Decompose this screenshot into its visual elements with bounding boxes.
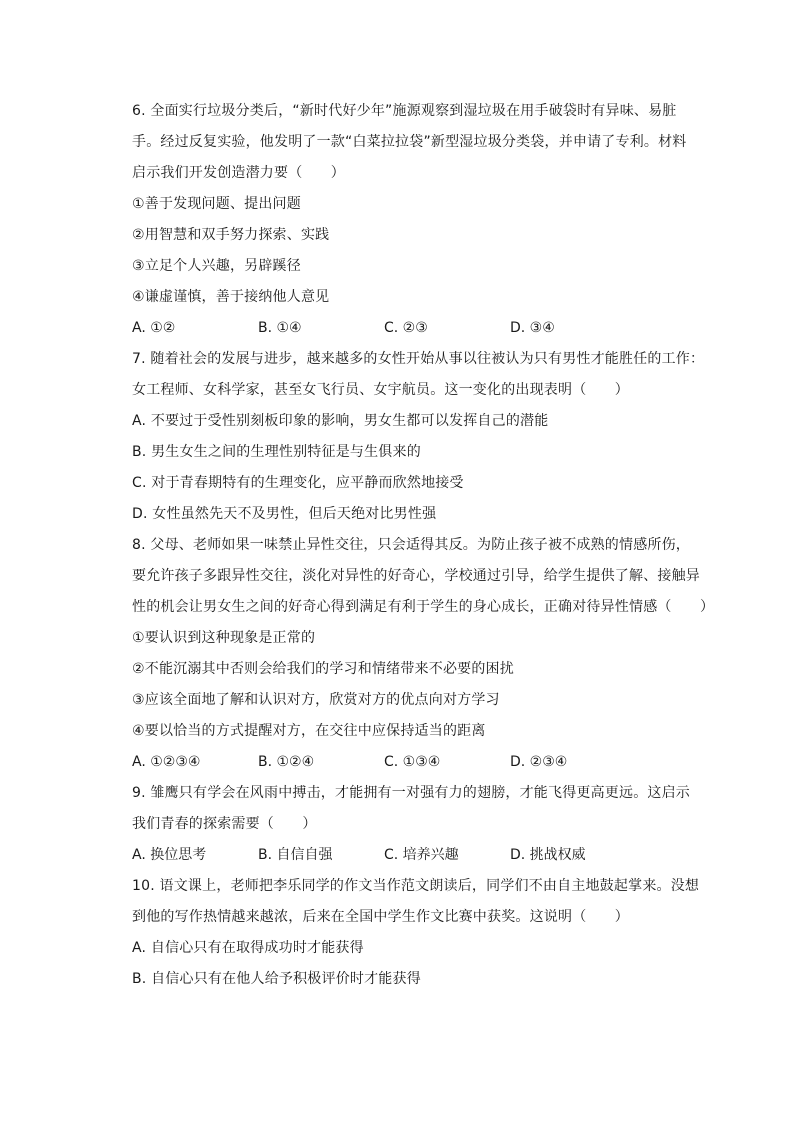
question-stem-line: 到他的写作热情越来越浓，后来在全国中学生作文比赛中获奖。这说明（ ）: [132, 909, 629, 925]
question-stem-line: 6. 全面实行垃圾分类后，“新时代好少年”施源观察到湿垃圾在用手破袋时有异味、易脏: [132, 103, 677, 119]
option-a: A. 自信心只有在取得成功时才能获得: [132, 940, 364, 956]
statement-item: ③立足个人兴趣，另辟蹊径: [132, 258, 301, 274]
question-stem-line: 7. 随着社会的发展与进步，越来越多的女性开始从事以往被认为只有男性才能胜任的工作：: [132, 351, 705, 367]
option-d: D. 挑战权威: [510, 847, 586, 863]
question-stem-line: 9. 雏鹰只有学会在风雨中搏击，才能拥有一对强有力的翅膀，才能飞得更高更远。这启示: [132, 785, 691, 801]
option-b: B. 自信自强: [258, 847, 333, 863]
question-stem-line: 启示我们开发创造潜力要（ ）: [132, 165, 345, 181]
question-9: [132, 778, 692, 871]
option-a: A. 不要过于受性别刻板印象的影响，男女生都可以发挥自己的潜能: [132, 413, 549, 429]
question-stem-line: 我们青春的探索需要（ ）: [132, 816, 317, 832]
option-c: C. 对于青春期特有的生理变化，应平静而欣然地接受: [132, 475, 464, 491]
question-stem-line: 要允许孩子多跟异性交往，淡化对异性的好奇心，学校通过引导，给学生提供了解、接触异: [132, 568, 700, 584]
answer-options: [132, 747, 692, 778]
option-c: C. 培养兴趣: [384, 847, 459, 863]
option-b: B. 自信心只有在他人给予积极评价时才能获得: [132, 971, 421, 987]
option-a: A. ①②③④: [132, 754, 201, 770]
statement-item: ①善于发现问题、提出问题: [132, 196, 301, 212]
option-a: A. ①②: [132, 320, 176, 336]
answer-options: [132, 840, 692, 871]
option-b: B. ①②④: [258, 754, 315, 770]
question-stem-line: 手。经过反复实验，他发明了一款“白菜拉拉袋”新型湿垃圾分类袋，并申请了专利。材料: [132, 134, 687, 150]
exam-page: [132, 96, 715, 995]
statement-item: ②不能沉溺其中否则会给我们的学习和情绪带来不必要的困扰: [132, 661, 514, 677]
statement-item: ④要以恰当的方式提醒对方，在交往中应保持适当的距离: [132, 723, 486, 739]
question-10: [132, 871, 700, 995]
question-stem-line: 女工程师、女科学家，甚至女飞行员、女宇航员。这一变化的出现表明（ ）: [132, 382, 629, 398]
option-b: B. ①④: [258, 320, 302, 336]
option-b: B. 男生女生之间的生理性别特征是与生俱来的: [132, 444, 421, 460]
question-stem-line: 10. 语文课上，老师把李乐同学的作文当作范文朗读后，同学们不由自主地鼓起掌来。没想: [132, 878, 700, 894]
option-c: C. ②③: [384, 320, 428, 336]
question-6: [132, 96, 692, 344]
option-d: D. ③④: [510, 320, 555, 336]
question-stem-line: 性的机会让男女生之间的好奇心得到满足有利于学生的身心成长，正确对待异性情感（ ）: [132, 599, 715, 615]
option-a: A. 换位思考: [132, 847, 207, 863]
statement-item: ④谦虚谨慎，善于接纳他人意见: [132, 289, 330, 305]
option-d: D. 女性虽然先天不及男性，但后天绝对比男性强: [132, 506, 437, 522]
statement-item: ①要认识到这种现象是正常的: [132, 630, 316, 646]
option-d: D. ②③④: [510, 754, 568, 770]
answer-options: [132, 313, 692, 344]
option-c: C. ①③④: [384, 754, 441, 770]
question-stem-line: 8. 父母、老师如果一味禁止异性交往，只会适得其反。为防止孩子被不成熟的情感所伤，: [132, 537, 691, 553]
statement-item: ③应该全面地了解和认识对方，欣赏对方的优点向对方学习: [132, 692, 500, 708]
question-8: [132, 530, 715, 778]
statement-item: ②用智慧和双手努力探索、实践: [132, 227, 330, 243]
question-7: [132, 344, 705, 530]
